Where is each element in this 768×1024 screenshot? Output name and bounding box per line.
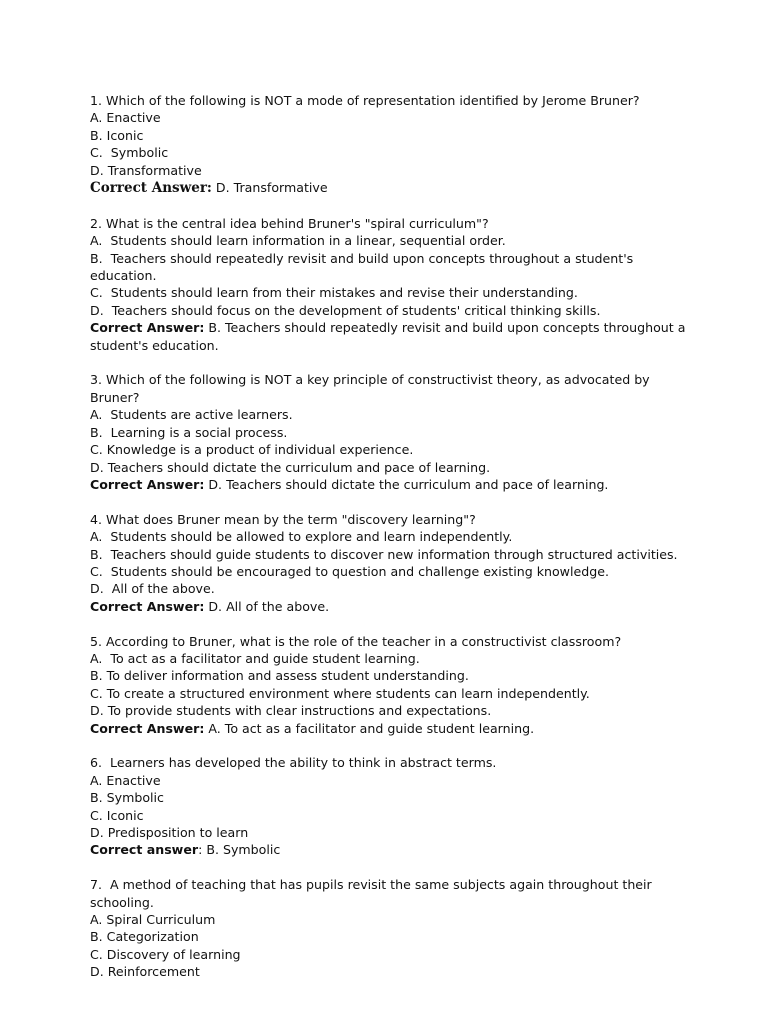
question-3 — [90, 371, 690, 493]
question-prompt: 1. Which of the following is NOT a mode of representation identified by Jerome Bruner? — [90, 93, 640, 108]
option-c: C. Students should be encouraged to question and challenge existing knowledge. — [90, 563, 609, 579]
correct-answer-text: D. All of the above. — [204, 598, 330, 614]
correct-answer — [90, 720, 690, 737]
quiz-document — [90, 92, 690, 998]
question-4 — [90, 511, 690, 615]
question-prompt: 5. According to Bruner, what is the role of the teacher in a constructivist classroom? — [90, 633, 622, 649]
correct-answer — [90, 319, 690, 354]
correct-answer-label: Correct Answer: — [90, 180, 212, 197]
correct-answer-label: Correct Answer: — [90, 720, 205, 736]
correct-answer-text: : B. Symbolic — [198, 842, 281, 858]
option-b: B. Categorization — [90, 929, 199, 945]
option-a: A. Enactive — [90, 110, 161, 126]
option-c: C. Students should learn from their mistakes and revise their understanding. — [90, 285, 578, 301]
correct-answer-text: D. Teachers should dictate the curriculum and pace of learning. — [204, 476, 609, 492]
option-a: A. Students should be allowed to explore and learn independently. — [90, 529, 513, 545]
option-d: D. Predisposition to learn — [90, 824, 249, 840]
option-d: D. All of the above. — [90, 581, 215, 597]
question-5 — [90, 633, 690, 737]
option-c: C. Iconic — [90, 807, 144, 823]
question-2 — [90, 215, 690, 354]
correct-answer — [90, 598, 690, 615]
option-a: A. Enactive — [90, 772, 161, 788]
option-c: C. Discovery of learning — [90, 946, 241, 962]
option-b: B. To deliver information and assess student understanding. — [90, 668, 469, 684]
option-c: C. To create a structured environment where students can learn independently. — [90, 685, 590, 701]
option-a: A. To act as a facilitator and guide student learning. — [90, 650, 420, 666]
question-7 — [90, 876, 690, 980]
correct-answer-text: A. To act as a facilitator and guide student learning. — [204, 720, 535, 736]
option-b: B. Teachers should guide students to discover new information through structured activities. — [90, 546, 678, 562]
option-c: C. Symbolic — [90, 145, 169, 161]
option-b: B. Iconic — [90, 127, 144, 143]
correct-answer-text: D. Transformative — [211, 180, 328, 196]
correct-answer — [90, 841, 690, 858]
question-prompt: 4. What does Bruner mean by the term "discovery learning"? — [90, 511, 476, 527]
correct-answer-text: B. Teachers should repeatedly revisit and build upon concepts throughout a student's education. — [90, 320, 686, 353]
option-c: C. Knowledge is a product of individual experience. — [90, 442, 414, 458]
correct-answer-label: Correct Answer: — [90, 598, 205, 614]
question-prompt: 3. Which of the following is NOT a key principle of constructivist theory, as advocated by Bruner? — [90, 372, 654, 405]
option-d: D. Teachers should focus on the development of students' critical thinking skills. — [90, 302, 601, 318]
question-prompt: 6. Learners has developed the ability to think in abstract terms. — [90, 755, 497, 771]
correct-answer-label: Correct answer — [90, 842, 199, 858]
option-d: D. Reinforcement — [90, 964, 200, 980]
correct-answer-label: Correct Answer: — [90, 320, 205, 336]
question-prompt: 7. A method of teaching that has pupils revisit the same subjects again throughout their schooling. — [90, 877, 656, 910]
correct-answer-label: Correct Answer: — [90, 476, 205, 492]
option-a: A. Students are active learners. — [90, 407, 293, 423]
correct-answer — [90, 179, 690, 197]
question-prompt: 2. What is the central idea behind Bruner's "spiral curriculum"? — [90, 215, 489, 231]
option-b: B. Learning is a social process. — [90, 424, 288, 440]
correct-answer — [90, 476, 690, 493]
question-1 — [90, 92, 690, 197]
question-6 — [90, 754, 690, 858]
option-d: D. To provide students with clear instructions and expectations. — [90, 703, 492, 719]
option-d: D. Teachers should dictate the curriculum and pace of learning. — [90, 459, 491, 475]
option-b: B. Teachers should repeatedly revisit and build upon concepts throughout a student's education. — [90, 250, 638, 284]
option-b: B. Symbolic — [90, 790, 164, 806]
option-a: A. Spiral Curriculum — [90, 912, 216, 927]
option-a: A. Students should learn information in a linear, sequential order. — [90, 233, 506, 249]
option-d: D. Transformative — [90, 162, 202, 178]
